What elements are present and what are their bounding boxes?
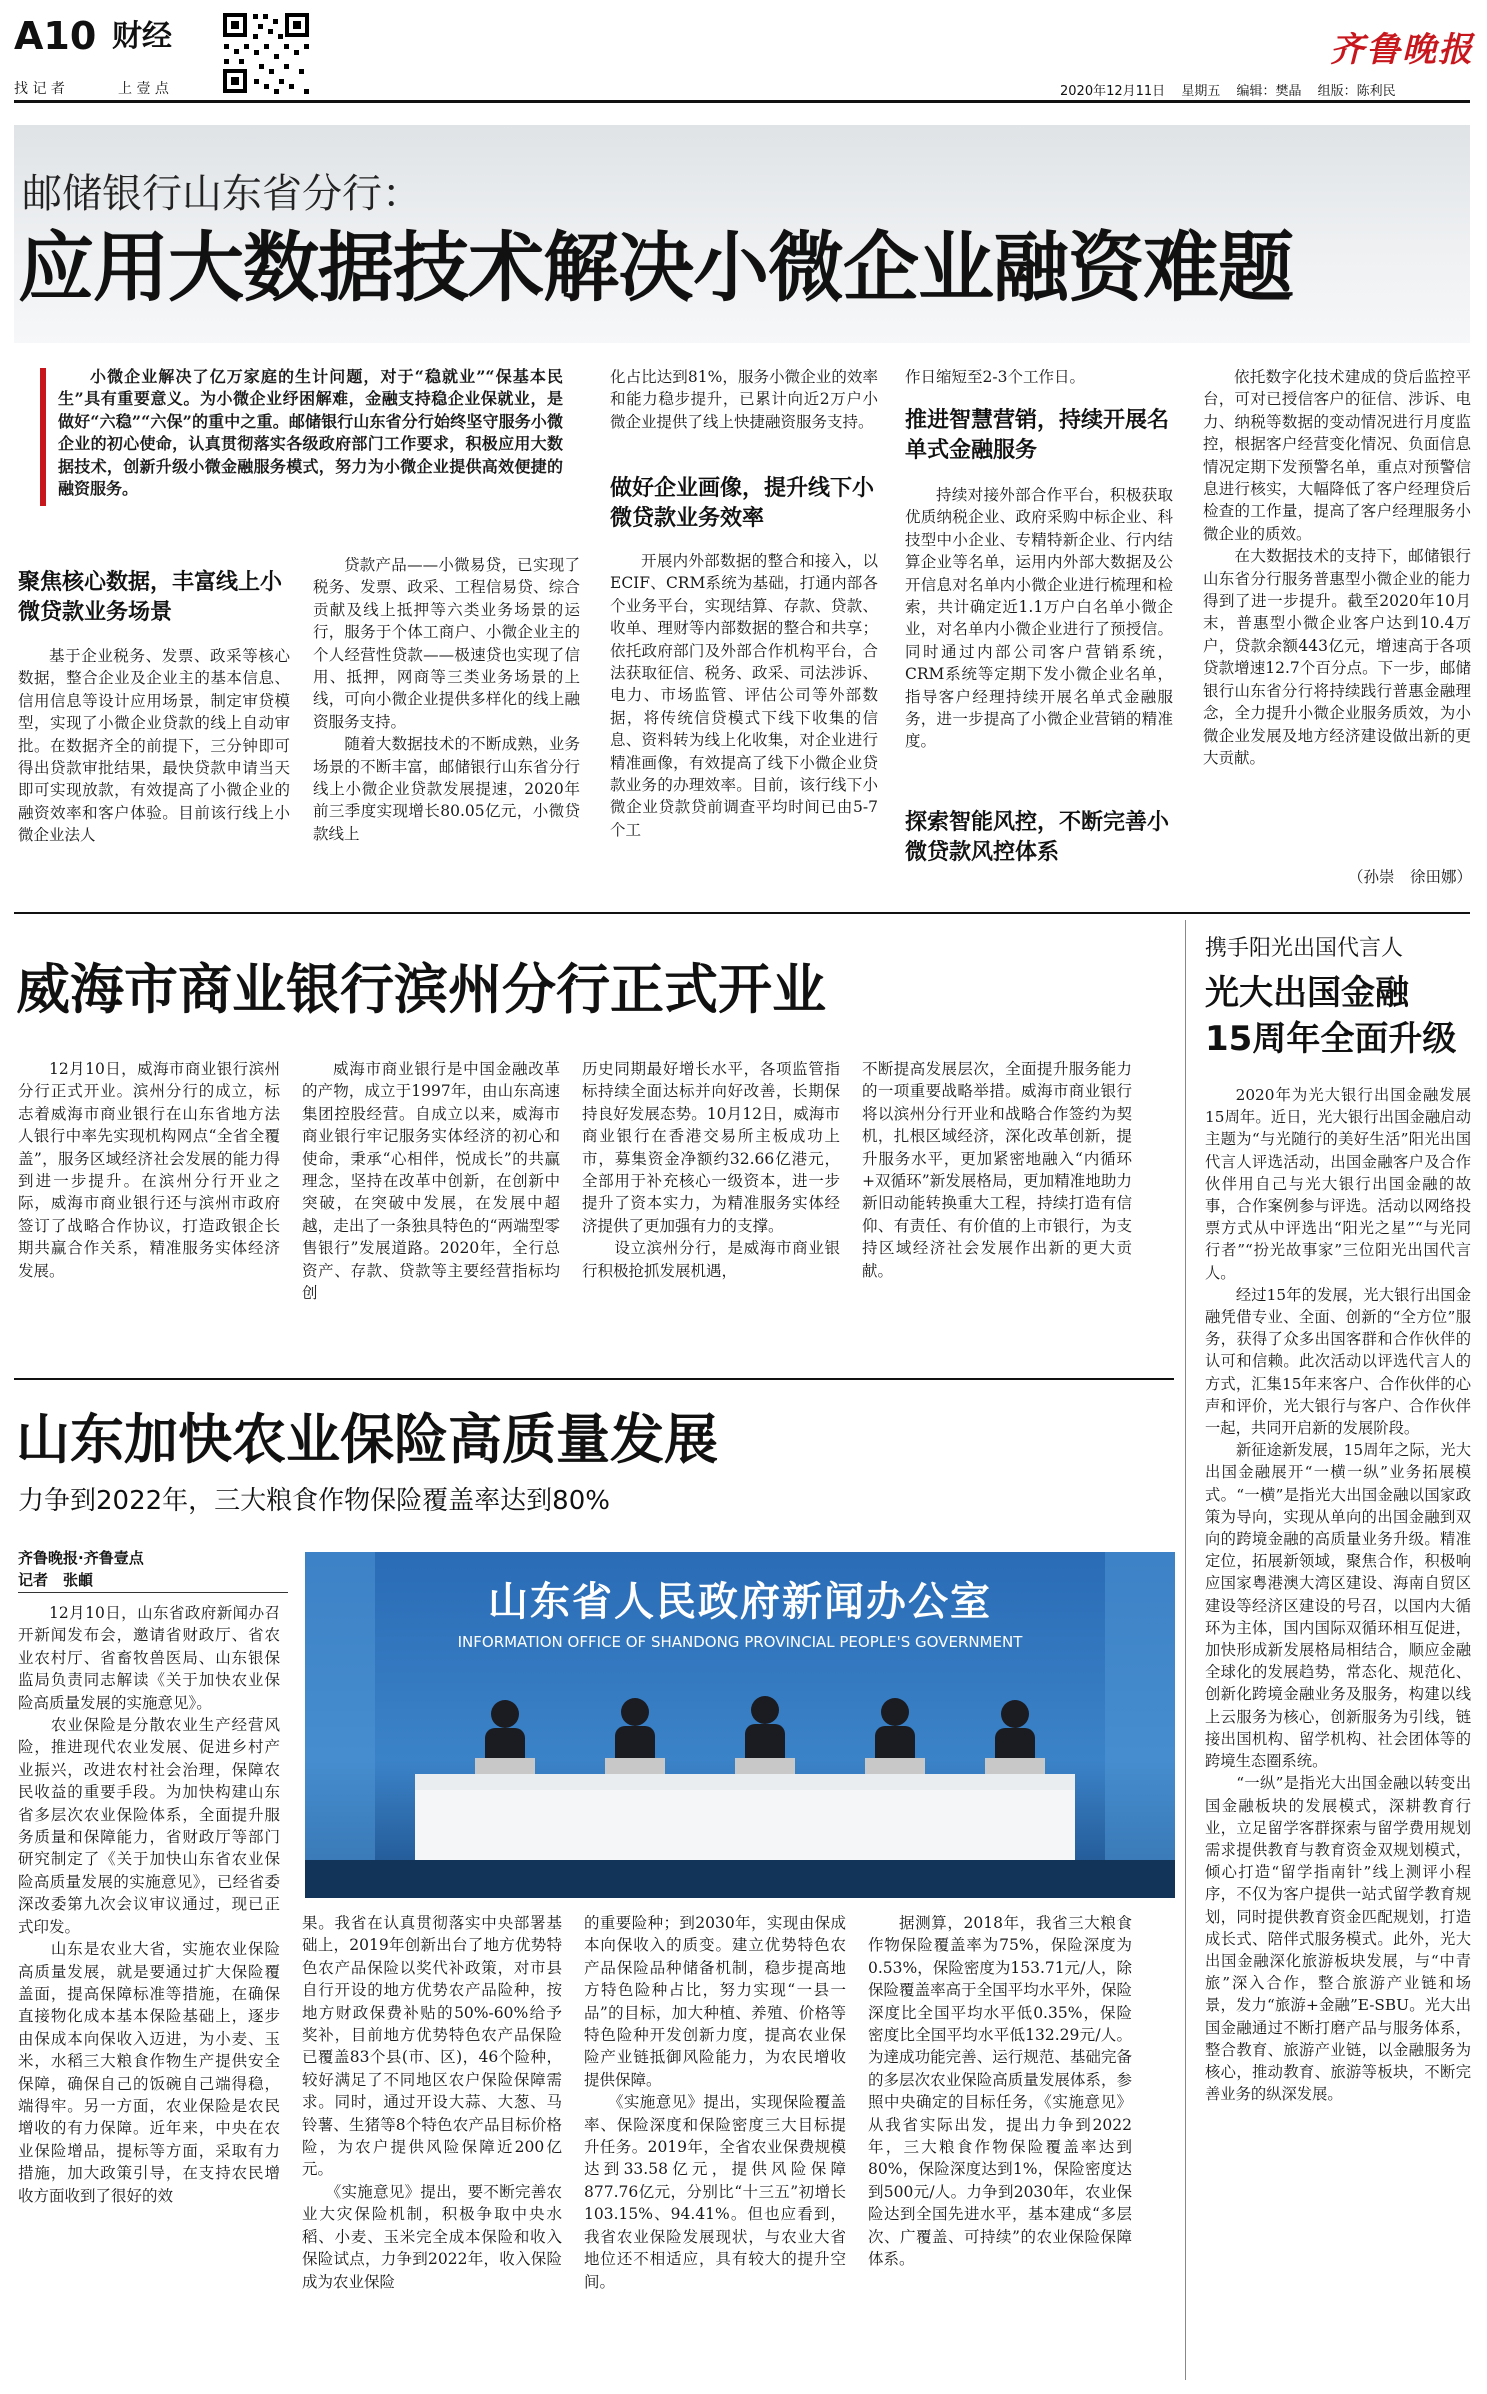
article1-col2: 贷款产品——小微易贷，已实现了税务、发票、政采、工程信易贷、综合贡献及线上抵押等六类业务场景的运行，服务于个体工商户、小微企业主的个人经营性贷款——极速贷也实现了信用、抵押，网商等三类业务场景的上线，可向小微企业提供多样化的线上融资服务支持。 随着大数据技术的不断成熟，业务场景的不断丰富，邮储银行山东省分行线上小微企业贷款发展提速，2020年前三季度实现增长80.05亿元，小微贷款线上 [313,556,580,843]
article3-body: 2020年为光大银行出国金融发展15周年。近日，光大银行出国金融启动主题为“与光随行的美好生活”阳光出国代言人评选活动，出国金融客户及合作伙伴用自己与光大银行出国金融的故事，合作案例参与评选。活动以网络投票方式从中评选出“阳光之星”“与光同行者”“扮光故事家”三位阳光出国代言人。 经过15年的发展，光大银行出国金融凭借专业、全面、创新的“全方位”服务，获得了众多出国客群和合作伙伴的认可和信赖。此次活动以评选代言人的方式，汇集15年来客户、合作伙伴的心声和评价，光大银行与客户、合作伙伴一起，共同开启新的发展阶段。 新征途新发展，15周年之际，光大出国金融展开“一横一纵”业务拓展模式。“一横”是指光大出国金融以国家政策为导向，实现从单向的出国金融到双向的跨境金融的高质量业务升级。精准定位，拓展新领域，聚焦合作，积极响应国家粤港澳大湾区建设、海南自贸区建设等经济区建设的号召，以国内大循环为主体，国内国际双循环相互促进，加快形成新发展格局相结合，顺应金融全球化的发展趋势，常态化、规范化、创新化跨境金融业务及服务，构建以线上云服务为核心，创新服务为引线，链接出国机构、留学机构、社会团体等的跨境生态圈系统。 “一纵”是指光大出国金融以转变出国金融板块的发展模式，深耕教育行业，立足留学客群探索与留学费用规划需求提供教育与教育资金双规划模式，倾心打造“留学指南针”线上测评小程序，不仅为客户提供一站式留学教育规划，同时提供教育资金匹配规划，打造成长式、陪伴式服务模式。此外，光大出国金融深化旅游板块发展，与“中青旅”深入合作，整合旅游产业链和场景，发力“旅游+金融”E-SBU。光大出国金融通过不断打磨产品与服务体系，整合教育、旅游产业链，以金融服务为核心，推动教育、旅游等板块，不断完善业务的纵深发展。 [1205,1086,1471,2104]
article1-subhead-1: 聚焦核心数据，丰富线上小微贷款业务场景 [18,570,283,625]
article1-col3b: 开展内外部数据的整合和接入，以ECIF、CRM系统为基础，打通内部各个业务平台，实现结算、存款、贷款、收单、理财等内部数据的整合和共享；依托政府部门及外部合作机构平台，合法获取征信、税务、政采、司法涉诉、电力、市场监管、评估公司等外部数据，将传统信贷模式下线下收集的信息、资料转为线上化收集，对企业进行精准画像，有效提高了线下小微企业贷款业务的办理效率。目前，该行线下小微企业贷款贷前调查平均时间已由5-7个工 [610,552,878,839]
layout-text: 组版：陈利民 [1317,84,1396,99]
article1-title: 应用大数据技术解决小微企业融资难题 [18,223,1293,312]
article4-subtitle: 力争到2022年，三大粮食作物保险覆盖率达到80% [18,1486,610,1516]
article2-col4: 不断提高发展层次，全面提升服务能力的一项重要战略举措。威海市商业银行将以滨州分行开业和战略合作签约为契机，扎根区域经济，深化改革创新，提升服务水平，更加紧密地融入“内循环+双循环”新发展格局，更加精准地助力新旧动能转换重大工程，持续打造有信仰、有责任、有价值的上市银行，为支持区域经济社会发展作出新的更大贡献。 [862,1060,1132,1280]
article1-col3a: 化占比达到81%，服务小微企业的效率和能力稳步提升，已累计向近2万户小微企业提供了线上快捷融资服务支持。 [610,368,878,431]
section-name: 财经 [112,19,172,54]
article4-col4: 据测算，2018年，我省三大粮食作物保险覆盖率为75%，保险深度为0.53%，保险密度为153.71元/人，除保险覆盖率高于全国平均水平外，保险深度比全国平均水平低0.35%，保险密度比全国平均水平低132.29元/人。为達成功能完善、运行规范、基础完备的多层次农业保险高质量发展体系，参照中央确定的目标任务，《实施意见》从我省实际出发，提出力争到2022年，三大粮食作物保险覆盖率达到80%，保险深度达到1%，保险密度达到500元/人。力争到2030年，农业保险达到全国先进水平，基本建成“多层次、广覆盖、可持续”的农业保险保障体系。 [868,1914,1132,2269]
article1-col5: 依托数字化技术建成的贷后监控平台，可对已授信客户的征信、涉诉、电力、纳税等数据的变动情况进行月度监控，根据客户经营变化情况、负面信息情况定期下发预警名单，重点对预警信息进行核实，大幅降低了客户经理贷后检查的工作量，提高了客户经理服务小微企业的质效。 在大数据技术的支持下，邮储银行山东省分行服务普惠型小微企业的能力得到了进一步提升。截至2020年10月末，普惠型小微企业客户达到10.4万户，贷款余额443亿元，增速高于各项贷款增速12.7个百分点。下一步，邮储银行山东省分行将持续践行普惠金融理念，全力提升小微企业服务质效，为小微企业发展及地方经济建设做出新的更大贡献。 [1203,368,1471,767]
qr-code-icon [220,10,312,96]
article1-subhead-2: 做好企业画像，提升线下小微贷款业务效率 [610,476,875,531]
lead-accent-bar [40,368,46,506]
header-rule [14,100,1470,103]
photo-banner-english: INFORMATION OFFICE OF SHANDONG PROVINCIAL PEOPLE'S GOVERNMENT [457,1633,1023,1651]
article2-col3: 历史同期最好增长水平，各项监管指标持续全面达标并向好改善，长期保持良好发展态势。10月12日，威海市商业银行在香港交易所主板成功上市，募集资金净额约32.66亿港元，全部用于补充核心一级资本，进一步提升了资本实力，为精准服务实体经济提供了更加强有力的支撑。 设立滨州分行，是威海市商业银行积极抢抓发展机遇， [582,1060,840,1280]
divider-a1-bottom [14,912,1470,914]
find-reporter-label: 找 记 者 [14,81,65,97]
article4-title: 山东加快农业保险高质量发展 [16,1408,718,1471]
weekday-text: 星期五 [1181,84,1221,99]
editor-text: 编辑：樊晶 [1236,84,1302,99]
article3-kicker: 携手阳光出国代言人 [1205,936,1404,961]
article1-kicker: 邮储银行山东省分行： [22,171,422,217]
article2-title: 威海市商业银行滨州分行正式开业 [16,958,826,1021]
article2-col1: 12月10日，威海市商业银行滨州分行正式开业。滨州分行的成立，标志着威海市商业银行在山东省地方法人银行中率先实现机构网点“全省全覆盖”，服务区域经济社会发展的能力得到进一步提升。在滨州分行开业之际，威海市商业银行还与滨州市政府签订了战略合作协议，打造政银企长期共赢合作关系，精准服务实体经济发展。 [18,1060,280,1280]
photo-banner-chinese: 山东省人民政府新闻办公室 [488,1579,992,1625]
article1-col4a: 作日缩短至2-3个工作日。 [905,368,1085,386]
divider-a2-bottom [14,1378,1174,1380]
press-conference-photo [305,1552,1175,1898]
article1-lead: 小微企业解决了亿万家庭的生计问题，对于“稳就业”“保基本民生”具有重要意义。为小微企业纾困解难，金融支持稳企业保就业，是做好“六稳”“六保”的重中之重。邮储银行山东省分行始终坚守服务小微企业的初心使命，认真贯彻落实各级政府部门工作要求，积极应用大数据技术，创新升级小微金融服务模式，努力为小微企业提供高效便捷的融资服务。 [58,367,563,499]
article2-col2: 威海市商业银行是中国金融改革的产物，成立于1997年，由山东高速集团控股经营。自成立以来，威海市商业银行牢记服务实体经济的初心和使命，秉承“心相伴，悦成长”的共赢理念，坚持在改革中创新，在创新中突破，在突破中发展，在发展中超越，走出了一条独具特色的“两端型零售银行”发展道路。2020年，全行总资产、存款、贷款等主要经营指标均创 [302,1060,560,1303]
page-number: A10 [14,14,97,58]
article4-credit-outlet: 齐鲁晚报·齐鲁壹点 [18,1549,144,1567]
newspaper-logo: 齐鲁晚报 [1330,30,1474,70]
article4-col2: 果。我省在认真贯彻落实中央部署基础上，2019年创新出台了地方优势特色农产品保险以奖代补政策，对市县自行开设的地方优势农产品险种，按地方财政保费补贴的50%-60%给予奖补，目前地方优势特色农产品保险已覆盖83个县(市、区)，46个险种，较好满足了不同地区农户保险保障需求。同时，通过开设大蒜、大葱、马铃薯、生猪等8个特色农产品目标价格险，为农户提供风险保障近200亿元。 《实施意见》提出，要不断完善农业大灾保险机制，积极争取中央水稻、小麦、玉米完全成本保险和收入保险试点，力争到2022年，收入保险成为农业保险 [302,1914,562,2291]
article3-title-line2: 15周年全面升级 [1205,1019,1457,1059]
article1-byline: （孙崇 徐田娜） [1347,868,1472,886]
article1-subhead-3: 推进智慧营销，持续开展名单式金融服务 [905,408,1170,463]
article4-col3: 的重要险种；到2030年，实现由保成本向保收入的质变。建立优势特色农产品保险品种储备机制，稳步提高地方特色险种占比，努力实现“一县一品”的目标，加大种植、养殖、价格等特色险种开发创新力度，提高农业保险产业链抵御风险能力，为农民增收提供保障。 《实施意见》提出，实现保险覆盖率、保险深度和保险密度三大目标提升任务。2019年，全省农业保费规模达到33.58亿元，提供风险保障877.76亿元，分别比“十三五”初增长103.15%、94.41%。但也应看到，我省农业保险发展现状，与农业大省地位还不相适应，具有较大的提升空间。 [584,1914,846,2291]
article4-credit-reporter: 记者 张頔 [18,1571,94,1589]
app-name-label: 上 壹 点 [118,81,169,97]
article1-subhead-4: 探索智能风控，不断完善小微贷款风控体系 [905,810,1170,865]
issue-date [1060,84,1396,100]
article3-title-line1: 光大出国金融 [1205,973,1409,1013]
article4-col1: 12月10日，山东省政府新闻办召开新闻发布会，邀请省财政厅、省农业农村厅、省畜牧兽医局、山东银保监局负责同志解读《关于加快农业保险高质量发展的实施意见》。 农业保险是分散农业生产经营风险，推进现代农业发展、促进乡村产业振兴，改进农村社会治理，保障农民收益的重要手段。为加快构建山东省多层次农业保险体系，全面提升服务质量和保障能力，省财政厅等部门研究制定了《关于加快山东省农业保险高质量发展的实施意见》，已经省委深改委第九次会议审议通过，现已正式印发。 山东是农业大省，实施农业保险高质量发展，就是要通过扩大保险覆盖面，提高保障标准等措施，在确保直接物化成本基本保险基础上，逐步由保成本向保收入迈进，为小麦、玉米，水稻三大粮食作物生产提供安全保障，确保自己的饭碗自己端得稳，端得牢。另一方面，农业保险是农民增收的有力保障。近年来，中央在农业保险增品，提标等方面，采取有力措施，加大政策引导，在支持农民增收方面收到了很好的效 [18,1604,280,2205]
article1-col4b: 持续对接外部合作平台，积极获取优质纳税企业、政府采购中标企业、科技型中小企业、专精特新企业、行内结算企业等名单，运用内外部大数据及公开信息对名单内小微企业进行梳理和检索，共计确定近1.1万户白名单小微企业，对名单内小微企业进行了预授信。同时通过内部公司客户营销系统，CRM系统等定期下发小微企业名单，指导客户经理持续开展名单式金融服务，进一步提高了小微企业营销的精准度。 [905,486,1173,751]
article1-col1: 基于企业税务、发票、政采等核心数据，整合企业及企业主的基本信息、信用信息等设计应用场景，制定审贷模型，实现了小微企业贷款的线上自动审批。在数据齐全的前提下，三分钟即可得出贷款审批结果，最快贷款申请当天即可实现放款，有效提高了小微企业的融资效率和客户体验。目前该行线上小微企业法人 [18,647,290,845]
date-text: 2020年12月11日 [1060,84,1166,99]
credit-underline [18,1592,288,1593]
column-divider-right [1185,920,1186,2380]
